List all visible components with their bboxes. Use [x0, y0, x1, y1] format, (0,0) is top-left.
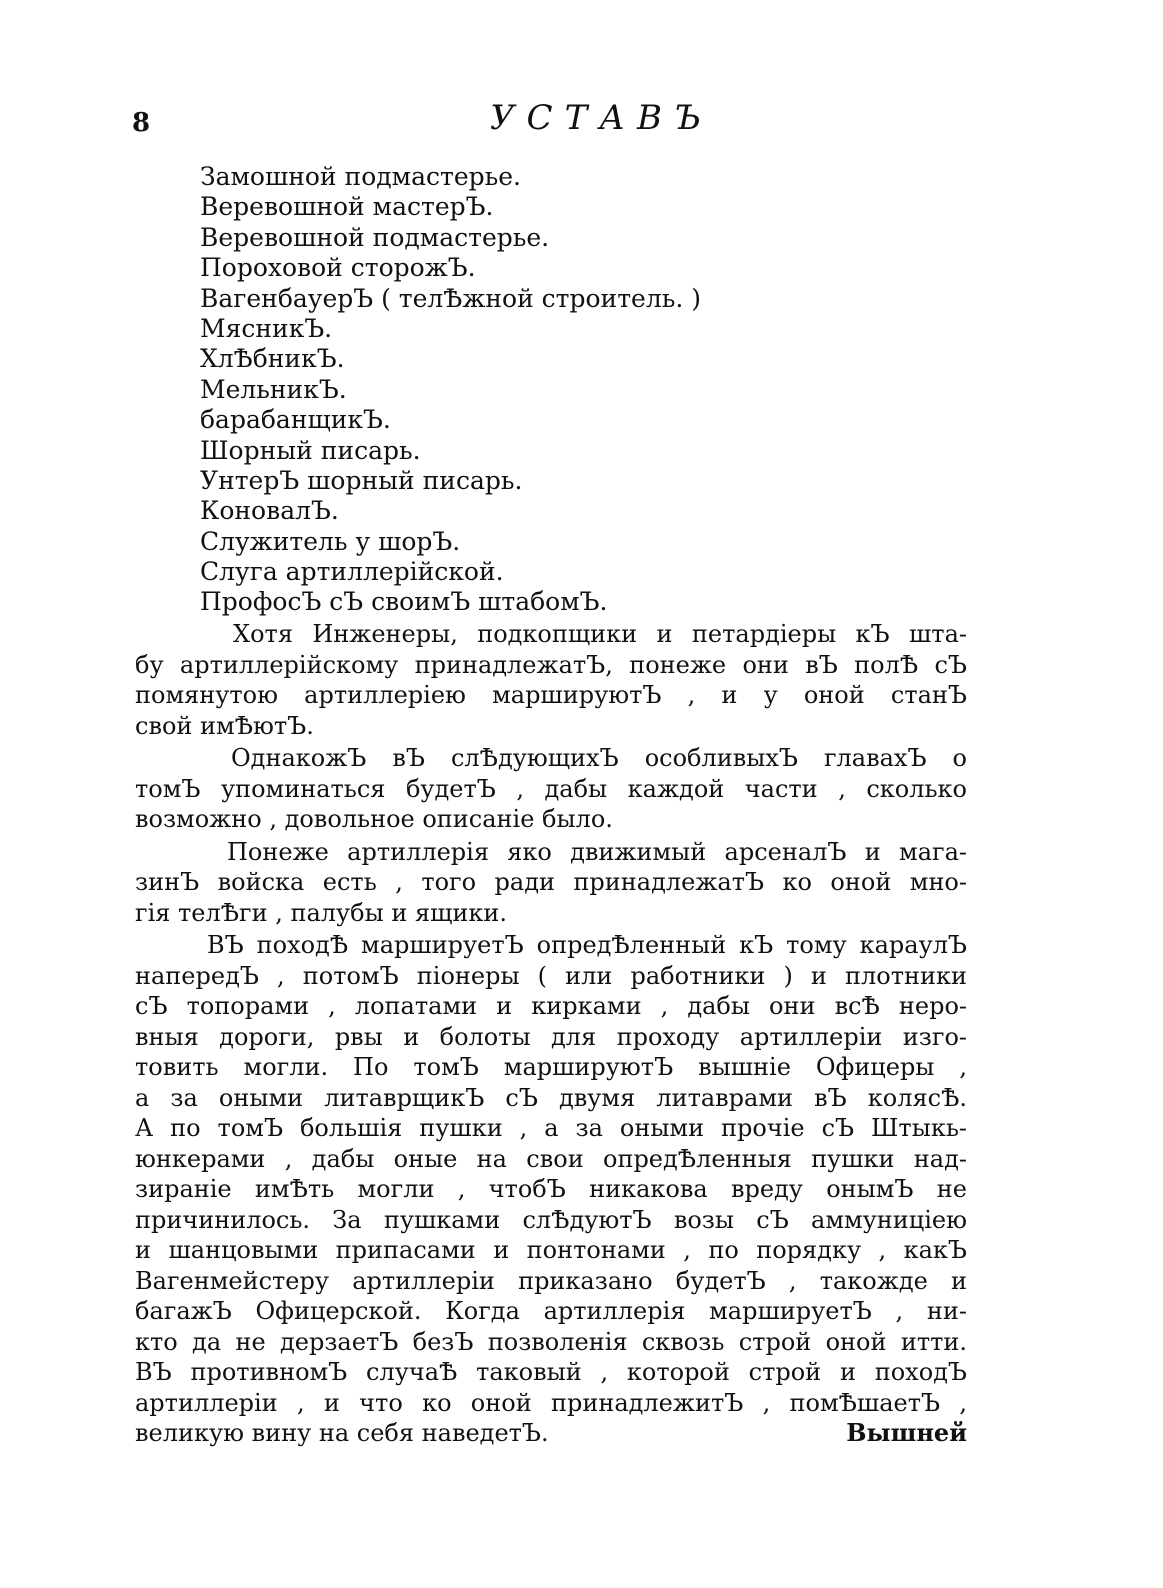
text-line: ОднакожЪ вЪ слѢдующихЪ особливыхЪ главахЪ о	[231, 744, 967, 772]
text-line: а за оными литаврщикЪ сЪ двумя литаврами вЪ колясѢ.	[135, 1083, 967, 1112]
text-line: возможно , довольное описанiе было.	[135, 805, 613, 833]
text-line: А по томЪ большiя пушки , а за оными прочiе сЪ Штыкь-	[135, 1114, 967, 1142]
list-item: МельникЪ.	[200, 374, 347, 404]
body-text	[135, 619, 967, 1449]
list-item: ХлѢбникЪ.	[200, 344, 345, 374]
text-line: юнкерами , дабы оные на свои опредѢленныя пушки над-	[135, 1144, 967, 1173]
text-line: багажЪ Офицерской. Когда артиллерiя маршируетЪ , ни-	[135, 1297, 967, 1325]
text-line: бу артиллерiйскому принадлежатЪ, понеже они вЪ полѢ сЪ	[135, 650, 967, 679]
list-item: Шорный писарь.	[200, 435, 421, 465]
list-item: МясникЪ.	[200, 313, 333, 343]
list-item: ВагенбауерЪ ( телѢжной строитель. )	[200, 283, 701, 313]
text-line: артиллерiи , и что ко оной принадлежитЪ , помѢшаетЪ ,	[135, 1388, 967, 1417]
running-head: УСТАВЪ	[489, 98, 713, 138]
text-line: Вагенмейстеру артиллерiи приказано будетЪ , такожде и	[135, 1266, 967, 1295]
text-line: зиранiе имѢть могли , чтобЪ никакова вреду онымЪ не	[135, 1175, 967, 1203]
list-item: Веревошной мастерЪ.	[200, 192, 494, 222]
text-line: сЪ топорами , лопатами и кирками , дабы они всѢ неро-	[135, 992, 967, 1020]
text-line: ВЪ противномЪ случаѢ таковый , которой строй и походЪ	[135, 1358, 967, 1386]
paragraph	[135, 930, 967, 1449]
list-item: Пороховой сторожЪ.	[200, 253, 476, 283]
text-line: Понеже артиллерiя яко движимый арсеналЪ и мага-	[227, 837, 967, 866]
text-line: помянутою артиллерiею маршируютЪ , и у оной станЪ	[135, 681, 967, 709]
text-line: зинЪ войска есть , того ради принадлежатЪ ко оной мно-	[135, 868, 967, 896]
text-line: и шанцовыми припасами и понтонами , по порядку , какЪ	[135, 1236, 967, 1264]
text-line: великую вину на себя наведетЪ.	[135, 1419, 549, 1447]
text-line: напередЪ , потомЪ пiонеры ( или работники ) и плотники	[135, 961, 967, 990]
paragraph	[135, 619, 967, 741]
paragraph	[135, 837, 967, 929]
catchword: Вышней	[846, 1418, 967, 1447]
text-line: томЪ упоминаться будетЪ , дабы каждой части , сколько	[135, 774, 967, 803]
list-item: Служитель у шорЪ.	[200, 526, 461, 556]
page-number: 8	[132, 108, 151, 138]
text-line: кто да не дерзаетЪ безЪ позволенiя сквозь строй оной итти.	[135, 1327, 967, 1356]
final-line	[135, 1418, 967, 1449]
rank-list	[200, 162, 701, 618]
list-item: Веревошной подмастерье.	[200, 222, 550, 252]
list-item: КоновалЪ.	[200, 496, 339, 526]
text-line: товить могли. По томЪ маршируютЪ вышнiе Офицеры ,	[135, 1053, 967, 1081]
text-line: вныя дороги, рвы и болоты для проходу артиллерiи изго-	[135, 1022, 967, 1051]
list-item: ПрофосЪ сЪ своимЪ штабомЪ.	[200, 587, 608, 617]
list-item: УнтерЪ шорный писарь.	[200, 465, 523, 495]
text-line: Хотя Инженеры, подкопщики и петардiеры кЪ шта-	[233, 620, 967, 648]
text-line: ВЪ походѢ маршируетЪ опредѢленный кЪ тому караулЪ	[207, 931, 967, 959]
list-item: Замошной подмастерье.	[200, 162, 521, 191]
text-line: гiя телѢги , палубы и ящики.	[135, 898, 508, 927]
paragraph	[135, 743, 967, 835]
list-item: барабанщикЪ.	[200, 405, 391, 435]
list-item: Слуга артиллерiйской.	[200, 557, 504, 587]
text-line: свой имѢютЪ.	[135, 711, 314, 740]
text-line: причинилось. За пушками слѢдуютЪ возы сЪ аммуницiею	[135, 1205, 967, 1234]
